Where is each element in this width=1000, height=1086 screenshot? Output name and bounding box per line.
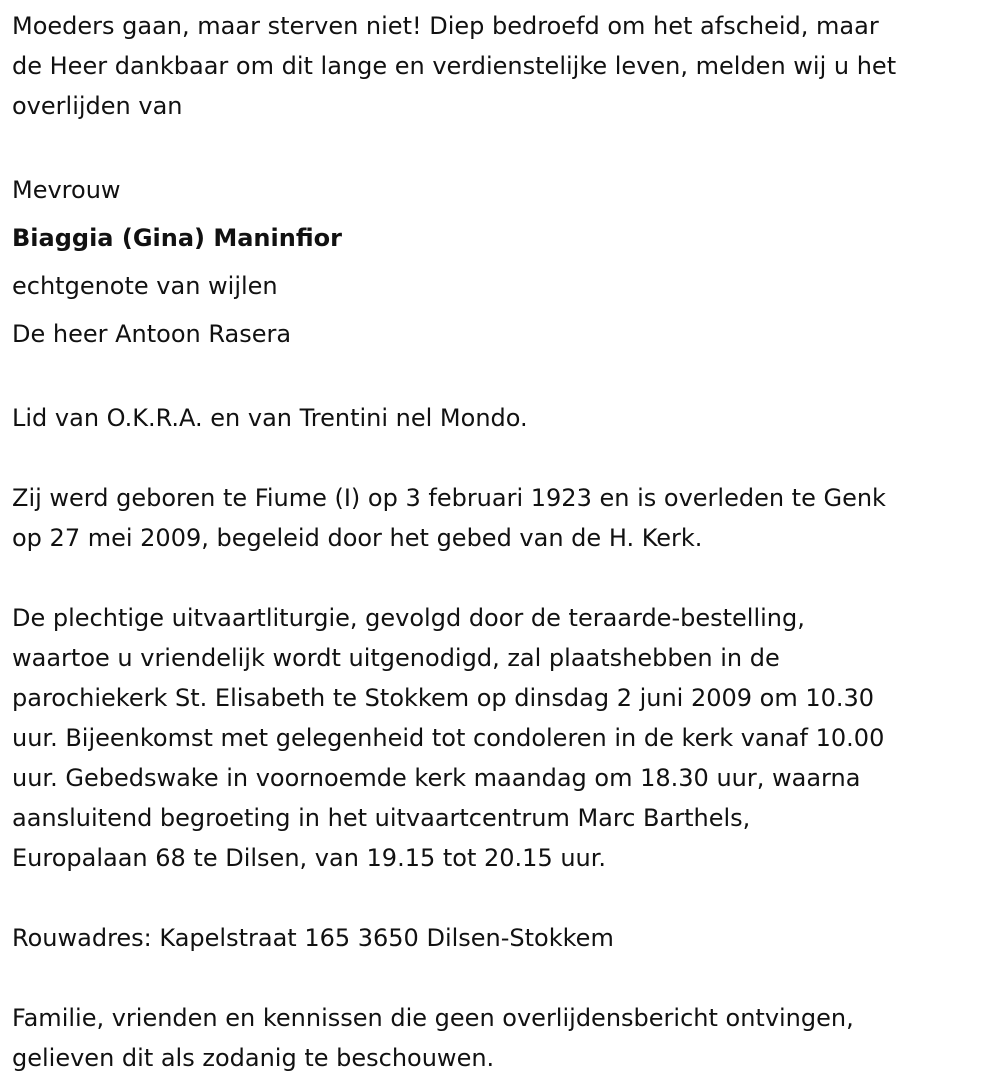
- spacer: [12, 358, 988, 398]
- deceased-relation: echtgenote van wijlen: [12, 272, 278, 300]
- intro-line-3: overlijden van: [12, 92, 183, 120]
- funeral-line-4: uur. Bijeenkomst met gelegenheid tot condoleren in de kerk vanaf 10.00: [12, 724, 885, 752]
- closing-line-2: gelieven dit als zodanig te beschouwen.: [12, 1044, 495, 1072]
- deceased-name: Biaggia (Gina) Maninfior: [12, 224, 342, 252]
- funeral-paragraph: [12, 598, 988, 878]
- spacer: [12, 958, 988, 998]
- closing-paragraph: [12, 998, 988, 1078]
- funeral-line-7: Europalaan 68 te Dilsen, van 19.15 tot 20.15 uur.: [12, 844, 607, 872]
- funeral-line-2: waartoe u vriendelijk wordt uitgenodigd, zal plaatshebben in de: [12, 644, 780, 672]
- spacer: [12, 126, 988, 166]
- intro-line-2: de Heer dankbaar om dit lange en verdienstelijke leven, melden wij u het: [12, 52, 897, 80]
- funeral-line-1: De plechtige uitvaartliturgie, gevolgd door de teraarde-bestelling,: [12, 604, 805, 632]
- closing-line-1: Familie, vrienden en kennissen die geen overlijdensbericht ontvingen,: [12, 1004, 854, 1032]
- spacer: [12, 558, 988, 598]
- funeral-line-6: aansluitend begroeting in het uitvaartcentrum Marc Barthels,: [12, 804, 751, 832]
- intro-line-1: Moeders gaan, maar sterven niet! Diep bedroefd om het afscheid, maar: [12, 12, 879, 40]
- spouse-name: De heer Antoon Rasera: [12, 320, 292, 348]
- spacer: [12, 878, 988, 918]
- birth-death-line-2: op 27 mei 2009, begeleid door het gebed van de H. Kerk.: [12, 524, 703, 552]
- funeral-line-5: uur. Gebedswake in voornoemde kerk maandag om 18.30 uur, waarna: [12, 764, 861, 792]
- address-text: Rouwadres: Kapelstraat 165 3650 Dilsen-Stokkem: [12, 924, 614, 952]
- funeral-line-3: parochiekerk St. Elisabeth te Stokkem op dinsdag 2 juni 2009 om 10.30: [12, 684, 875, 712]
- membership-text: Lid van O.K.R.A. en van Trentini nel Mondo.: [12, 404, 528, 432]
- deceased-title: Mevrouw: [12, 176, 121, 204]
- intro-paragraph: [12, 6, 988, 126]
- spacer: [12, 438, 988, 478]
- birth-death-line-1: Zij werd geboren te Fiume (I) op 3 februari 1923 en is overleden te Genk: [12, 484, 886, 512]
- birth-death-paragraph: [12, 478, 988, 558]
